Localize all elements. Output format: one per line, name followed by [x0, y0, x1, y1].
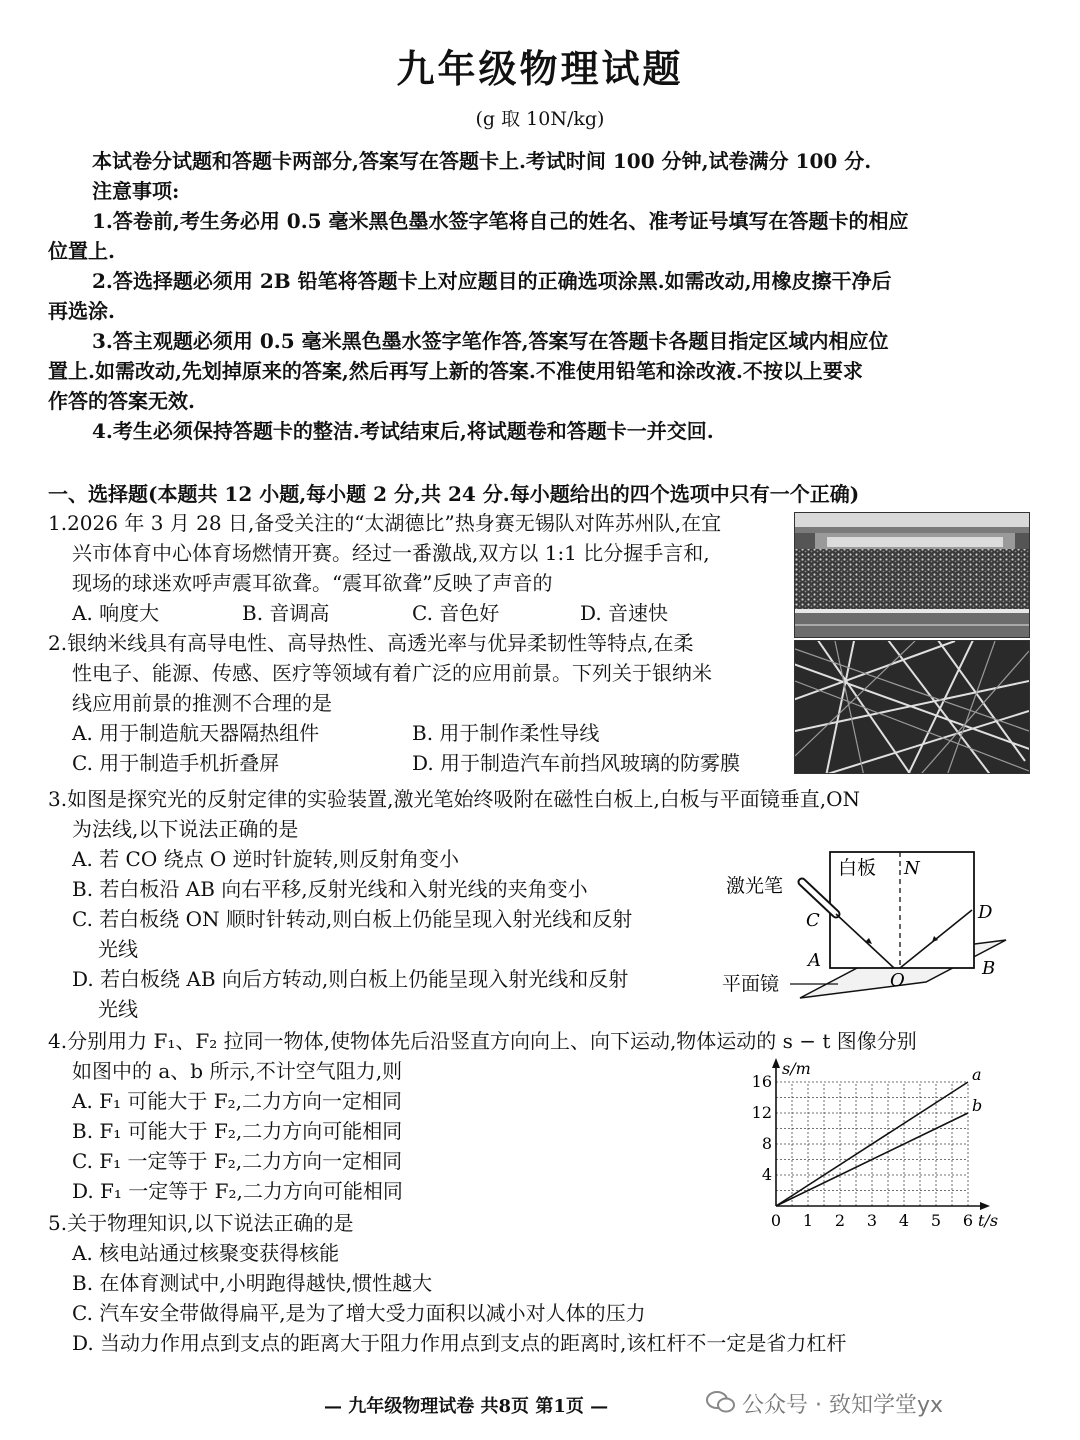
q3-option-c1: C. 若白板绕 ON 顺时针转动,则白板上仍能呈现入射光线和反射 — [72, 907, 633, 931]
q3-option-a: A. 若 CO 绕点 O 逆时针旋转,则反射角变小 — [72, 847, 460, 871]
q1-option-c: C. 音色好 — [412, 601, 500, 625]
page-footer: — 九年级物理试卷 共8页 第1页 — — [324, 1396, 609, 1417]
nanowire-photo — [794, 640, 1030, 774]
notice-1b: 位置上. — [48, 239, 115, 263]
q4-option-d: D. F₁ 一定等于 F₂,二力方向可能相同 — [72, 1179, 403, 1203]
q2-option-a: A. 用于制造航天器隔热组件 — [72, 721, 320, 745]
notice-3a: 3.答主观题必须用 0.5 毫米黑色墨水签字笔作答,答案写在答题卡各题目指定区域内相应位 — [92, 329, 889, 353]
q5-option-a: A. 核电站通过核聚变获得核能 — [72, 1241, 340, 1265]
q3-option-b: B. 若白板沿 AB 向右平移,反射光线和入射光线的夹角变小 — [72, 877, 588, 901]
q5-option-d: D. 当动力作用点到支点的距离大于阻力作用点到支点的距离时,该杠杆不一定是省力杠杆 — [72, 1331, 847, 1355]
q2-line1: 2.银纳米线具有高导电性、高导热性、高透光率与优异柔韧性等特点,在柔 — [48, 631, 694, 655]
q3-option-d2: 光线 — [98, 997, 138, 1021]
y-tick-label: 4 — [761, 1165, 772, 1184]
label-C: C — [806, 910, 820, 931]
q3-line2: 为法线,以下说法正确的是 — [72, 817, 299, 841]
q2-option-d: D. 用于制造汽车前挡风玻璃的防雾膜 — [412, 751, 741, 775]
series-label-b: b — [972, 1096, 983, 1115]
q2-line3: 线应用前景的推测不合理的是 — [72, 691, 332, 715]
x-tick-label: 1 — [802, 1211, 814, 1230]
chart-ylabel: s/m — [782, 1059, 811, 1078]
q4-option-a: A. F₁ 可能大于 F₂,二力方向一定相同 — [72, 1089, 403, 1113]
q4-line2: 如图中的 a、b 所示,不计空气阻力,则 — [72, 1059, 403, 1083]
watermark: 公众号 · 致知学堂yx — [742, 1393, 944, 1418]
q5-option-b: B. 在体育测试中,小明跑得越快,惯性越大 — [72, 1271, 433, 1295]
x-tick-label: 6 — [962, 1211, 974, 1230]
label-A: A — [808, 950, 821, 971]
stadium-photo — [794, 512, 1030, 638]
label-laser: 激光笔 — [726, 875, 784, 897]
label-O: O — [890, 970, 905, 991]
y-tick-label: 8 — [761, 1134, 772, 1153]
wechat-icon — [706, 1390, 736, 1414]
x-tick-label: 2 — [834, 1211, 846, 1230]
x-axis-arrow — [980, 1202, 990, 1210]
notice-title: 注意事项: — [92, 179, 180, 203]
notice-2b: 再选涂. — [48, 299, 115, 323]
q1-option-b: B. 音调高 — [242, 601, 330, 625]
s-t-chart — [742, 1056, 1012, 1236]
q4-option-b: B. F₁ 可能大于 F₂,二力方向可能相同 — [72, 1119, 403, 1143]
q1-line3: 现场的球迷欢呼声震耳欲聋。“震耳欲聋”反映了声音的 — [72, 571, 553, 595]
label-board: 白板 — [838, 857, 877, 879]
x-tick-label: 0 — [770, 1211, 782, 1230]
q3-option-c2: 光线 — [98, 937, 138, 961]
page-title: 九年级物理试题 — [396, 47, 684, 91]
y-tick-label: 16 — [751, 1072, 772, 1091]
page-subtitle: (g 取 10N/kg) — [475, 108, 605, 130]
notice-2a: 2.答选择题必须用 2B 铅笔将答题卡上对应题目的正确选项涂黑.如需改动,用橡皮擦干净后 — [92, 269, 892, 293]
notice-4: 4.考生必须保持答题卡的整洁.考试结束后,将试题卷和答题卡一并交回. — [92, 419, 714, 443]
label-D: D — [978, 902, 993, 923]
x-tick-label: 5 — [930, 1211, 942, 1230]
section-heading: 一、选择题(本题共 12 小题,每小题 2 分,共 24 分.每小题给出的四个选项中只有一个正确) — [48, 482, 860, 506]
notice-1a: 1.答卷前,考生务必用 0.5 毫米黑色墨水签字笔将自己的姓名、准考证号填写在答题卡的相应 — [92, 209, 909, 233]
x-tick-label: 3 — [866, 1211, 878, 1230]
label-N: N — [904, 858, 920, 879]
q5-option-c: C. 汽车安全带做得扁平,是为了增大受力面积以减小对人体的压力 — [72, 1301, 646, 1325]
q3-option-d1: D. 若白板绕 AB 向后方转动,则白板上仍能呈现入射光线和反射 — [72, 967, 629, 991]
chart-xlabel: t/s — [978, 1211, 999, 1230]
q3-line1: 3.如图是探究光的反射定律的实验装置,激光笔始终吸附在磁性白板上,白板与平面镜垂直,ON — [48, 787, 861, 811]
q2-option-b: B. 用于制作柔性导线 — [412, 721, 600, 745]
y-tick-label: 12 — [751, 1103, 772, 1122]
q2-line2: 性电子、能源、传感、医疗等领域有着广泛的应用前景。下列关于银纳米 — [72, 661, 712, 685]
q1-line2: 兴市体育中心体育场燃情开赛。经过一番激战,双方以 1:1 比分握手言和, — [72, 541, 710, 565]
y-axis-arrow — [772, 1058, 780, 1068]
notice-3b: 置上.如需改动,先划掉原来的答案,然后再写上新的答案.不准使用铅笔和涂改液.不按以上要求 — [48, 359, 863, 383]
q4-option-c: C. F₁ 一定等于 F₂,二力方向一定相同 — [72, 1149, 403, 1173]
q1-option-a: A. 响度大 — [72, 601, 160, 625]
reflection-diagram — [720, 844, 1020, 1016]
x-tick-label: 4 — [898, 1211, 910, 1230]
label-B: B — [982, 958, 996, 979]
series-label-a: a — [972, 1065, 982, 1084]
notice-3c: 作答的答案无效. — [48, 389, 195, 413]
q1-option-d: D. 音速快 — [580, 601, 669, 625]
label-mirror: 平面镜 — [722, 973, 780, 995]
instructions-intro: 本试卷分试题和答题卡两部分,答案写在答题卡上.考试时间 100 分钟,试卷满分 100 分. — [92, 149, 872, 173]
q4-line1: 4.分别用力 F₁、F₂ 拉同一物体,使物体先后沿竖直方向向上、向下运动,物体运动的 s − t 图像分别 — [48, 1029, 917, 1053]
q2-option-c: C. 用于制造手机折叠屏 — [72, 751, 280, 775]
q1-line1: 1.2026 年 3 月 28 日,备受关注的“太湖德比”热身赛无锡队对阵苏州队,在宜 — [48, 511, 722, 535]
q5-line1: 5.关于物理知识,以下说法正确的是 — [48, 1211, 354, 1235]
